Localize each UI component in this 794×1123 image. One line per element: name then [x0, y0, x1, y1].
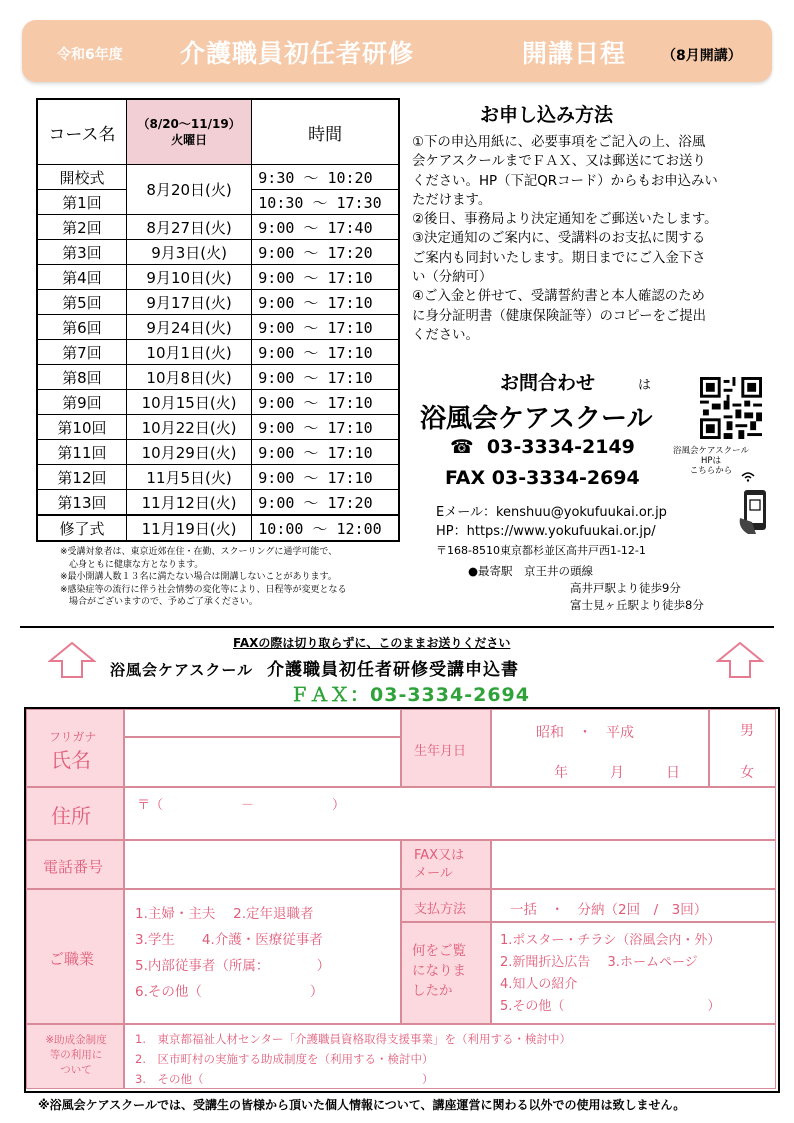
qr-note-line: 浴風会ケアスクール [673, 446, 749, 456]
course-time: 10:30 ～ 17:30 [252, 190, 399, 215]
course-time: 9:00 ～ 17:10 [252, 265, 399, 290]
course-time: 9:00 ～ 17:20 [252, 240, 399, 265]
how-option[interactable]: 4.知人の紹介 [500, 977, 578, 992]
tel-number [450, 436, 635, 458]
phone-label-cell [26, 840, 124, 889]
course-name: 第3回 [37, 240, 126, 265]
apply-line: ください。 [412, 327, 479, 343]
course-name: 第13回 [37, 490, 126, 516]
table-row [37, 165, 399, 190]
how-option[interactable]: 2.新聞折込広告 3.ホームページ [500, 955, 698, 970]
job-label-cell [26, 889, 124, 1024]
course-name: 第6回 [37, 315, 126, 340]
contact-title: お問合わせ [500, 372, 596, 394]
course-time: 9:00 ～ 17:10 [252, 365, 399, 390]
header-title: 介護職員初任者研修 [180, 39, 415, 68]
smartphone-icon [738, 488, 772, 536]
course-time: 9:00 ～ 17:40 [252, 215, 399, 240]
apply-line: い（分納可） [412, 270, 493, 286]
course-time: 9:00 ～ 17:10 [252, 290, 399, 315]
subsidy-label: ※助成金制度 等の利用に ついて [45, 1034, 107, 1076]
course-date: 9月17日(火) [126, 290, 251, 315]
fax-number: FAX 03-3334-2694 [445, 467, 640, 489]
subsidy-option[interactable]: 3. その他（ ） [135, 1072, 434, 1086]
how-label: 何をご覧 になりま したか [412, 943, 466, 999]
nearest-station [468, 563, 704, 614]
table-row [37, 315, 399, 340]
postal-address: 〒168-8510東京都杉並区高井戸西1-12-1 [436, 544, 646, 557]
course-date: 11月19日(火) [126, 515, 251, 541]
course-name: 第4回 [37, 265, 126, 290]
job-label: ご職業 [49, 950, 95, 968]
course-name: 第2回 [37, 215, 126, 240]
course-name: 第10回 [37, 415, 126, 440]
table-row [37, 265, 399, 290]
course-name: 第5回 [37, 290, 126, 315]
how-options[interactable] [491, 922, 776, 1024]
contact-ha: は [638, 378, 652, 393]
faxmail-input[interactable] [491, 840, 776, 889]
course-name: 修了式 [37, 515, 126, 541]
privacy-footer: ※浴風会ケアスクールでは、受講生の皆様から頂いた個人情報について、講座運営に関わる以外での使用は致しません。 [38, 1098, 686, 1112]
payment-option[interactable]: 一括 ・ 分納（2回 / 3回） [510, 902, 708, 918]
job-option[interactable]: 1.主婦・主夫 2.定年退職者 [135, 906, 314, 922]
table-row [37, 515, 399, 541]
course-name: 第11回 [37, 440, 126, 465]
form-title-main: 介護職員初任者研修受講申込書 [266, 660, 519, 680]
furigana-label: フリガナ [49, 730, 97, 744]
course-date: 11月5日(火) [126, 465, 251, 490]
station-line: 高井戸駅より徒歩9分 [570, 581, 681, 595]
apply-line: ③決定通知のご案内に、受講料のお支払に関する [412, 231, 706, 247]
birth-input[interactable] [491, 709, 709, 787]
subsidy-option[interactable]: 2. 区市町村の実施する助成制度を（利用する・検討中） [135, 1052, 434, 1066]
table-row [37, 490, 399, 516]
course-time: 9:00 ～ 17:10 [252, 315, 399, 340]
apply-line: ください。HP（下記QRコード）からもお申込みい [412, 173, 718, 189]
apply-line: ④ご入金と併せて、受講誓約書と本人確認のため [412, 289, 705, 305]
course-time: 10:00 ～ 12:00 [252, 515, 399, 541]
form-title-school: 浴風会ケアスクール [110, 661, 254, 679]
course-time: 9:00 ～ 17:10 [252, 340, 399, 365]
ymd-label: 年 月 日 [554, 765, 680, 781]
postal-code-field[interactable]: 〒（ － ） [137, 798, 346, 813]
course-name: 開校式 [37, 165, 126, 190]
note-line: ※感染症等の流行に伴う社会情勢の変化等により、日程等が変更となる [60, 584, 347, 595]
tel-text: 03-3334-2149 [486, 436, 635, 458]
subsidy-option[interactable]: 1. 東京都福祉人材センター「介護職員資格取得支援事業」を（利用する・検討中） [135, 1032, 572, 1046]
course-time: 9:30 ～ 10:20 [252, 165, 399, 190]
phone-input[interactable] [124, 840, 401, 889]
job-option[interactable]: 6.その他（ ） [135, 984, 324, 1000]
course-time: 9:00 ～ 17:20 [252, 490, 399, 516]
course-date: 10月15日(火) [126, 390, 251, 415]
job-option[interactable]: 3.学生 4.介護・医療従事者 [135, 932, 323, 948]
wifi-icon [740, 470, 756, 482]
job-options[interactable] [124, 889, 401, 1024]
how-option[interactable]: 1.ポスター・チラシ（浴風会内・外） [500, 933, 721, 948]
fax-note: FAXの際は切り取らずに、このままお送りください [233, 636, 511, 650]
header-banner [22, 20, 772, 82]
schedule-notes [60, 546, 400, 609]
schedule-table [36, 98, 400, 542]
male-option[interactable]: 男 [740, 723, 754, 739]
qr-code-icon[interactable] [700, 377, 762, 439]
form-fax-number: ＦＡＸ：03-3334-2694 [290, 684, 530, 706]
table-row [37, 390, 399, 415]
school-name: 浴風会ケアスクール [420, 404, 653, 434]
station-line: 富士見ヶ丘駅より徒歩8分 [570, 598, 704, 612]
name-label: 氏名 [51, 748, 91, 772]
course-date: 10月1日(火) [126, 340, 251, 365]
col-period: （8/20～11/19） 火曜日 [126, 99, 251, 165]
application-form [24, 707, 780, 1093]
female-option[interactable]: 女 [740, 765, 754, 781]
email-address[interactable]: Eメール：kenshuu@yokufuukai.or.jp [436, 505, 667, 520]
apply-line: ただけます。 [412, 192, 492, 208]
website-link[interactable]: HP：https://www.yokufuukai.or.jp/ [436, 524, 656, 539]
course-date: 11月12日(火) [126, 490, 251, 516]
course-date: 10月8日(火) [126, 365, 251, 390]
apply-line: 会ケアスクールまでＦＡＸ、又は郵送にてお送り [412, 154, 706, 170]
how-option[interactable]: 5.その他（ ） [500, 999, 721, 1014]
apply-title: お申し込み方法 [480, 104, 614, 126]
payment-label-cell [401, 889, 491, 922]
up-arrow-icon [716, 641, 764, 679]
payment-options[interactable] [491, 889, 776, 922]
name-label-cell [26, 709, 124, 787]
course-name: 第12回 [37, 465, 126, 490]
apply-line: に身分証明書（健康保険証等）のコピーをご提出 [412, 308, 707, 324]
apply-line: ①下の申込用紙に、必要事項をご記入の上、浴風 [412, 135, 706, 150]
course-name: 第9回 [37, 390, 126, 415]
course-date: 9月3日(火) [126, 240, 251, 265]
address-label: 住所 [51, 804, 91, 828]
birth-label-cell [401, 709, 491, 787]
course-name: 第7回 [37, 340, 126, 365]
gender-select[interactable] [709, 709, 776, 787]
course-time: 9:00 ～ 17:10 [252, 390, 399, 415]
course-date: 9月10日(火) [126, 265, 251, 290]
payment-label: 支払方法 [414, 902, 467, 917]
course-date: 10月22日(火) [126, 415, 251, 440]
col-course: コース名 [37, 99, 126, 165]
table-row [37, 215, 399, 240]
note-line: 心身ともに健康な方となります。 [60, 559, 204, 570]
table-row [37, 465, 399, 490]
course-time: 9:00 ～ 17:10 [252, 415, 399, 440]
course-time: 9:00 ～ 17:10 [252, 465, 399, 490]
course-date: 8月27日(火) [126, 215, 251, 240]
phone-icon: ☎ [450, 436, 474, 458]
course-name: 第8回 [37, 365, 126, 390]
course-name: 第1回 [37, 190, 126, 215]
table-row [37, 290, 399, 315]
header-month: （8月開講） [662, 48, 742, 64]
qr-note-line: こちらから [689, 466, 733, 476]
phone-label: 電話番号 [43, 858, 104, 876]
furigana-input[interactable] [124, 709, 401, 737]
note-line: ※最小開講人数１３名に満たない場合は開講しないことがあります。 [60, 572, 337, 582]
up-arrow-icon [48, 641, 96, 679]
header-year: 令和6年度 [57, 47, 123, 63]
course-date: 9月24日(火) [126, 315, 251, 340]
table-row [37, 365, 399, 390]
note-line: ※受講対象者は、東京近郊在住・在勤、スクーリングに通学可能で、 [60, 547, 338, 557]
course-time: 9:00 ～ 17:10 [252, 440, 399, 465]
station-line: ●最寄駅 京王井の頭線 [468, 564, 594, 578]
cut-line [20, 626, 774, 628]
apply-line: ご案内も同封いたします。期日までにご入金下さ [412, 250, 706, 266]
faxmail-label: FAX又は メール [414, 848, 465, 881]
subsidy-options[interactable] [124, 1024, 776, 1089]
note-line: 場合がございますので、予めご了承ください。 [60, 597, 258, 607]
subsidy-label-cell [26, 1024, 124, 1089]
col-time: 時間 [252, 99, 399, 165]
course-date: 8月20日(火) [126, 165, 251, 215]
qr-note-line: HPは [700, 456, 722, 466]
header-subtitle: 開講日程 [522, 39, 627, 68]
apply-body [412, 133, 772, 345]
table-row [37, 415, 399, 440]
how-label-cell [401, 922, 491, 1024]
job-option[interactable]: 5.内部従事者（所属： ） [135, 958, 331, 974]
table-row [37, 340, 399, 365]
apply-line: ②後日、事務局より決定通知をご郵送いたします。 [412, 212, 718, 228]
address-input[interactable] [124, 787, 776, 840]
era-options: 昭和 ・ 平成 [536, 725, 634, 741]
course-date: 10月29日(火) [126, 440, 251, 465]
address-label-cell [26, 787, 124, 840]
birth-label: 生年月日 [414, 744, 467, 759]
table-row [37, 440, 399, 465]
faxmail-label-cell [401, 840, 491, 889]
name-input[interactable] [124, 737, 401, 787]
form-title [110, 655, 519, 680]
table-row [37, 240, 399, 265]
